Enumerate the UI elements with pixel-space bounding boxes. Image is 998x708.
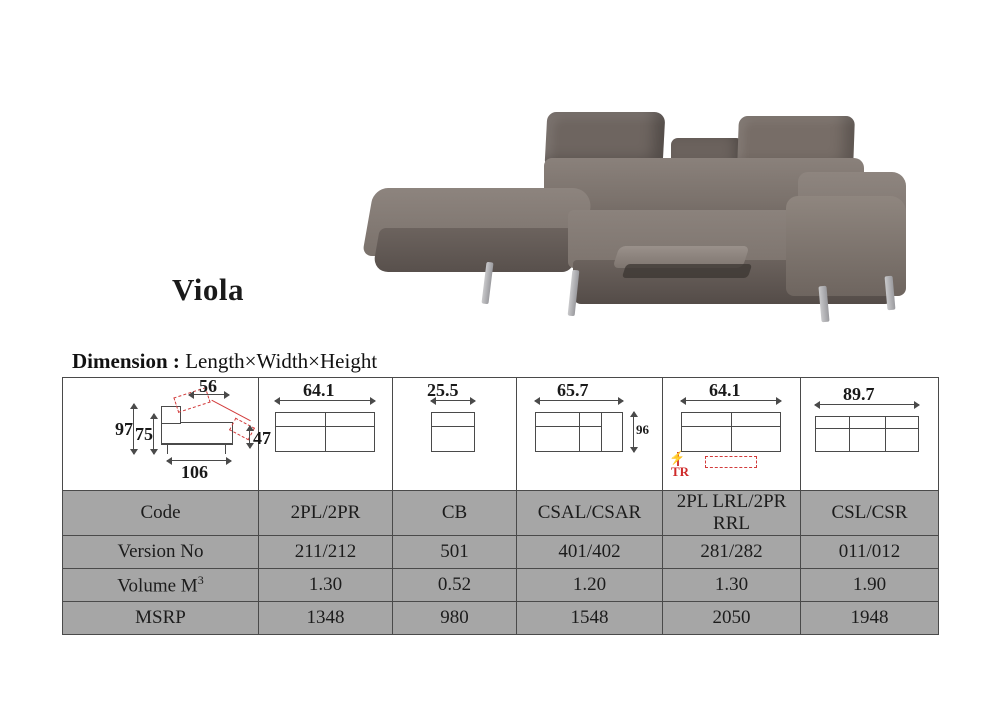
drawing-csal-csar	[517, 378, 662, 490]
table-row-drawings	[63, 378, 939, 491]
cell-msrp-csl-csr: 1948	[801, 602, 939, 635]
plan-divider	[849, 416, 850, 452]
sofa-footrest-shadow	[622, 264, 753, 278]
table-row-volume	[63, 569, 939, 602]
drawing-2pl-2pr	[259, 378, 392, 490]
sideview-leg	[167, 444, 168, 454]
drawing-2pl-lrl	[663, 378, 800, 490]
dim-value-top: 25.5	[427, 380, 459, 400]
dim-value-top: 64.1	[709, 380, 741, 400]
dimension-table	[62, 377, 939, 635]
power-label: TR	[671, 464, 690, 479]
dim-value-top: 89.7	[843, 384, 875, 404]
row-label-volume-sup: 3	[197, 572, 204, 587]
cell-msrp-csal-csar: 1548	[517, 602, 663, 635]
row-label-code: Code	[63, 491, 259, 536]
sofa-illustration	[368, 110, 938, 325]
cell-volume-cb: 0.52	[393, 569, 517, 602]
cell-drawing-cb	[393, 378, 517, 491]
plan-divider	[579, 412, 580, 452]
cell-side-view	[63, 376, 271, 491]
dim-arrow-75	[153, 414, 154, 454]
cell-drawing-2pl-lrl	[663, 378, 801, 491]
cell-drawing-2pl-2pr	[259, 378, 393, 491]
cell-version-2pl-2pr: 211/212	[259, 536, 393, 569]
sideview-seat-box	[161, 422, 233, 444]
plan-outline	[431, 412, 475, 452]
cell-version-csal-csar: 401/402	[517, 536, 663, 569]
dim-value-56: 56	[199, 376, 217, 396]
power-bolt-icon: ⚡	[669, 450, 686, 465]
cell-drawing-csl-csr	[801, 378, 939, 491]
plan-backline	[275, 426, 375, 427]
dim-value-75: 75	[135, 424, 153, 444]
cell-volume-csl-csr: 1.90	[801, 569, 939, 602]
cell-code-2pl-lrl: 2PL LRL/2PR RRL	[663, 491, 801, 536]
table-row-msrp	[63, 602, 939, 635]
drawing-cb	[393, 378, 516, 490]
drawing-csl-csr	[801, 378, 938, 490]
plan-divider	[731, 412, 732, 452]
dimension-heading-label: Dimension :	[72, 349, 180, 373]
dim-value-side: 96	[636, 422, 649, 437]
cell-volume-2pl-2pr: 1.30	[259, 569, 393, 602]
dim-arrow-side	[633, 412, 634, 452]
cell-drawing-csal-csar	[517, 378, 663, 491]
product-photo-area	[0, 0, 998, 340]
dimension-heading-value: Length×Width×Height	[185, 349, 378, 373]
plan-divider	[325, 412, 326, 452]
dim-value-47: 47	[253, 428, 271, 448]
recline-leader	[211, 400, 251, 422]
row-label-version: Version No	[63, 536, 259, 569]
cell-code-cb: CB	[393, 491, 517, 536]
cell-msrp-cb: 980	[393, 602, 517, 635]
plan-outline	[815, 416, 919, 452]
cell-code-csl-csr: CSL/CSR	[801, 491, 939, 536]
recline-extension-outline	[705, 456, 757, 468]
cell-msrp-2pl-lrl: 2050	[663, 602, 801, 635]
plan-backline	[681, 426, 781, 427]
dim-value-top: 65.7	[557, 380, 589, 400]
plan-divider	[885, 416, 886, 452]
cell-code-csal-csar: CSAL/CSAR	[517, 491, 663, 536]
dim-value-top: 64.1	[303, 380, 335, 400]
sideview-leg	[225, 444, 226, 454]
cell-version-csl-csr: 011/012	[801, 536, 939, 569]
dim-arrow-47	[249, 426, 250, 448]
product-title: Viola	[172, 272, 244, 307]
side-view-drawing	[63, 376, 271, 490]
plan-backline	[431, 426, 475, 427]
cell-version-cb: 501	[393, 536, 517, 569]
plan-chaise	[601, 412, 623, 452]
sofa-chaise-base	[372, 228, 580, 272]
row-label-volume-text: Volume M	[117, 575, 198, 597]
cell-volume-2pl-lrl: 1.30	[663, 569, 801, 602]
row-label-msrp: MSRP	[63, 602, 259, 635]
sideview-baseline	[161, 444, 233, 445]
cell-version-2pl-lrl: 281/282	[663, 536, 801, 569]
dim-value-106: 106	[181, 462, 208, 482]
table-row-code	[63, 491, 939, 536]
plan-backline	[815, 428, 919, 429]
row-label-volume	[63, 569, 259, 602]
cell-msrp-2pl-2pr: 1348	[259, 602, 393, 635]
table-row-version	[63, 536, 939, 569]
dimension-heading	[72, 349, 377, 374]
cell-code-2pl-2pr: 2PL/2PR	[259, 491, 393, 536]
cell-volume-csal-csar: 1.20	[517, 569, 663, 602]
dim-value-97: 97	[115, 419, 133, 439]
